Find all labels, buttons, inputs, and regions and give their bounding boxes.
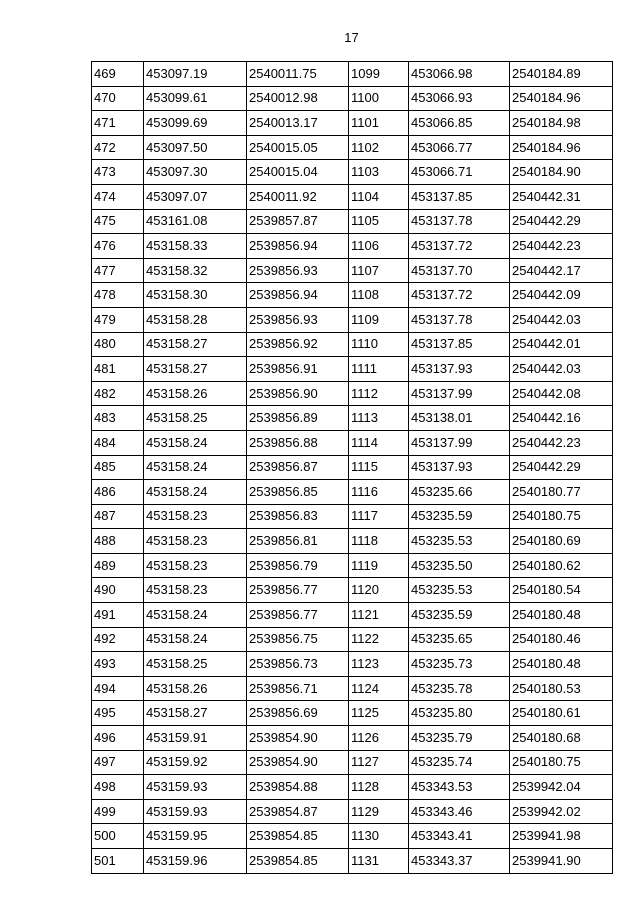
x-coordinate-cell: 453137.93 xyxy=(409,455,510,480)
x-coordinate-cell: 453158.27 xyxy=(144,357,247,382)
y-coordinate-cell: 2540184.98 xyxy=(510,111,613,136)
point-number-cell: 477 xyxy=(92,258,144,283)
point-number-cell: 1129 xyxy=(349,799,409,824)
y-coordinate-cell: 2540180.48 xyxy=(510,652,613,677)
point-number-cell: 491 xyxy=(92,603,144,628)
point-number-cell: 1101 xyxy=(349,111,409,136)
x-coordinate-cell: 453158.23 xyxy=(144,504,247,529)
y-coordinate-cell: 2539854.88 xyxy=(247,775,349,800)
y-coordinate-cell: 2540442.23 xyxy=(510,234,613,259)
x-coordinate-cell: 453099.61 xyxy=(144,86,247,111)
x-coordinate-cell: 453343.53 xyxy=(409,775,510,800)
y-coordinate-cell: 2540442.16 xyxy=(510,406,613,431)
y-coordinate-cell: 2540442.01 xyxy=(510,332,613,357)
y-coordinate-cell: 2540184.90 xyxy=(510,160,613,185)
table-row xyxy=(92,849,613,874)
y-coordinate-cell: 2540180.46 xyxy=(510,627,613,652)
x-coordinate-cell: 453159.92 xyxy=(144,750,247,775)
x-coordinate-cell: 453158.23 xyxy=(144,529,247,554)
table-row xyxy=(92,824,613,849)
x-coordinate-cell: 453097.07 xyxy=(144,184,247,209)
point-number-cell: 1120 xyxy=(349,578,409,603)
x-coordinate-cell: 453137.85 xyxy=(409,332,510,357)
y-coordinate-cell: 2539856.94 xyxy=(247,283,349,308)
table-row xyxy=(92,86,613,111)
y-coordinate-cell: 2540011.75 xyxy=(247,62,349,87)
y-coordinate-cell: 2540180.61 xyxy=(510,701,613,726)
point-number-cell: 1121 xyxy=(349,603,409,628)
table-row xyxy=(92,307,613,332)
y-coordinate-cell: 2539856.77 xyxy=(247,603,349,628)
table-row xyxy=(92,504,613,529)
table-row xyxy=(92,135,613,160)
y-coordinate-cell: 2539856.93 xyxy=(247,307,349,332)
point-number-cell: 1122 xyxy=(349,627,409,652)
x-coordinate-cell: 453235.65 xyxy=(409,627,510,652)
x-coordinate-cell: 453066.93 xyxy=(409,86,510,111)
y-coordinate-cell: 2539941.90 xyxy=(510,849,613,874)
x-coordinate-cell: 453158.27 xyxy=(144,701,247,726)
table-row xyxy=(92,799,613,824)
x-coordinate-cell: 453235.53 xyxy=(409,529,510,554)
x-coordinate-cell: 453137.72 xyxy=(409,234,510,259)
y-coordinate-cell: 2539854.90 xyxy=(247,726,349,751)
y-coordinate-cell: 2540442.08 xyxy=(510,381,613,406)
y-coordinate-cell: 2539856.73 xyxy=(247,652,349,677)
point-number-cell: 485 xyxy=(92,455,144,480)
point-number-cell: 1123 xyxy=(349,652,409,677)
y-coordinate-cell: 2539856.91 xyxy=(247,357,349,382)
table-row xyxy=(92,357,613,382)
x-coordinate-cell: 453066.85 xyxy=(409,111,510,136)
point-number-cell: 484 xyxy=(92,430,144,455)
point-number-cell: 472 xyxy=(92,135,144,160)
y-coordinate-cell: 2540442.31 xyxy=(510,184,613,209)
x-coordinate-cell: 453137.99 xyxy=(409,430,510,455)
table-row xyxy=(92,775,613,800)
table-body xyxy=(92,62,613,874)
y-coordinate-cell: 2539856.88 xyxy=(247,430,349,455)
point-number-cell: 500 xyxy=(92,824,144,849)
table-row xyxy=(92,455,613,480)
point-number-cell: 1112 xyxy=(349,381,409,406)
point-number-cell: 486 xyxy=(92,480,144,505)
y-coordinate-cell: 2539942.04 xyxy=(510,775,613,800)
x-coordinate-cell: 453137.78 xyxy=(409,209,510,234)
point-number-cell: 498 xyxy=(92,775,144,800)
y-coordinate-cell: 2539941.98 xyxy=(510,824,613,849)
point-number-cell: 480 xyxy=(92,332,144,357)
y-coordinate-cell: 2539856.83 xyxy=(247,504,349,529)
table-row xyxy=(92,160,613,185)
point-number-cell: 493 xyxy=(92,652,144,677)
point-number-cell: 1108 xyxy=(349,283,409,308)
x-coordinate-cell: 453235.66 xyxy=(409,480,510,505)
table-row xyxy=(92,652,613,677)
point-number-cell: 1114 xyxy=(349,430,409,455)
point-number-cell: 1111 xyxy=(349,357,409,382)
point-number-cell: 1105 xyxy=(349,209,409,234)
point-number-cell: 1106 xyxy=(349,234,409,259)
table-row xyxy=(92,750,613,775)
point-number-cell: 1103 xyxy=(349,160,409,185)
x-coordinate-cell: 453235.50 xyxy=(409,553,510,578)
point-number-cell: 501 xyxy=(92,849,144,874)
x-coordinate-cell: 453158.24 xyxy=(144,430,247,455)
table-row xyxy=(92,209,613,234)
y-coordinate-cell: 2539854.85 xyxy=(247,849,349,874)
x-coordinate-cell: 453235.74 xyxy=(409,750,510,775)
x-coordinate-cell: 453159.96 xyxy=(144,849,247,874)
table-row xyxy=(92,726,613,751)
y-coordinate-cell: 2540180.69 xyxy=(510,529,613,554)
y-coordinate-cell: 2540442.29 xyxy=(510,209,613,234)
point-number-cell: 1104 xyxy=(349,184,409,209)
y-coordinate-cell: 2539856.71 xyxy=(247,676,349,701)
x-coordinate-cell: 453158.27 xyxy=(144,332,247,357)
y-coordinate-cell: 2540180.62 xyxy=(510,553,613,578)
x-coordinate-cell: 453161.08 xyxy=(144,209,247,234)
x-coordinate-cell: 453137.72 xyxy=(409,283,510,308)
point-number-cell: 473 xyxy=(92,160,144,185)
x-coordinate-cell: 453158.24 xyxy=(144,455,247,480)
x-coordinate-cell: 453235.59 xyxy=(409,504,510,529)
x-coordinate-cell: 453158.23 xyxy=(144,578,247,603)
point-number-cell: 469 xyxy=(92,62,144,87)
x-coordinate-cell: 453137.85 xyxy=(409,184,510,209)
page-number: 17 xyxy=(344,30,359,45)
y-coordinate-cell: 2539856.69 xyxy=(247,701,349,726)
y-coordinate-cell: 2540180.68 xyxy=(510,726,613,751)
point-number-cell: 497 xyxy=(92,750,144,775)
table-row xyxy=(92,480,613,505)
point-number-cell: 476 xyxy=(92,234,144,259)
x-coordinate-cell: 453343.41 xyxy=(409,824,510,849)
y-coordinate-cell: 2539854.90 xyxy=(247,750,349,775)
point-number-cell: 1125 xyxy=(349,701,409,726)
point-number-cell: 1131 xyxy=(349,849,409,874)
x-coordinate-cell: 453158.33 xyxy=(144,234,247,259)
point-number-cell: 1127 xyxy=(349,750,409,775)
x-coordinate-cell: 453158.23 xyxy=(144,553,247,578)
point-number-cell: 488 xyxy=(92,529,144,554)
point-number-cell: 496 xyxy=(92,726,144,751)
x-coordinate-cell: 453158.24 xyxy=(144,480,247,505)
x-coordinate-cell: 453235.53 xyxy=(409,578,510,603)
point-number-cell: 478 xyxy=(92,283,144,308)
table-row xyxy=(92,553,613,578)
point-number-cell: 1118 xyxy=(349,529,409,554)
y-coordinate-cell: 2540442.23 xyxy=(510,430,613,455)
point-number-cell: 490 xyxy=(92,578,144,603)
y-coordinate-cell: 2540184.89 xyxy=(510,62,613,87)
x-coordinate-cell: 453066.77 xyxy=(409,135,510,160)
table-row xyxy=(92,62,613,87)
point-number-cell: 1124 xyxy=(349,676,409,701)
table-row xyxy=(92,283,613,308)
x-coordinate-cell: 453235.78 xyxy=(409,676,510,701)
point-number-cell: 1126 xyxy=(349,726,409,751)
x-coordinate-cell: 453158.30 xyxy=(144,283,247,308)
x-coordinate-cell: 453158.32 xyxy=(144,258,247,283)
y-coordinate-cell: 2540013.17 xyxy=(247,111,349,136)
y-coordinate-cell: 2539856.77 xyxy=(247,578,349,603)
y-coordinate-cell: 2540012.98 xyxy=(247,86,349,111)
y-coordinate-cell: 2540180.77 xyxy=(510,480,613,505)
point-number-cell: 1115 xyxy=(349,455,409,480)
table-row xyxy=(92,111,613,136)
table-row xyxy=(92,627,613,652)
table-row xyxy=(92,258,613,283)
point-number-cell: 471 xyxy=(92,111,144,136)
point-number-cell: 470 xyxy=(92,86,144,111)
x-coordinate-cell: 453137.99 xyxy=(409,381,510,406)
x-coordinate-cell: 453159.95 xyxy=(144,824,247,849)
y-coordinate-cell: 2540180.53 xyxy=(510,676,613,701)
point-number-cell: 492 xyxy=(92,627,144,652)
point-number-cell: 481 xyxy=(92,357,144,382)
x-coordinate-cell: 453235.59 xyxy=(409,603,510,628)
y-coordinate-cell: 2539856.87 xyxy=(247,455,349,480)
point-number-cell: 1119 xyxy=(349,553,409,578)
y-coordinate-cell: 2540180.75 xyxy=(510,750,613,775)
y-coordinate-cell: 2540180.75 xyxy=(510,504,613,529)
x-coordinate-cell: 453343.37 xyxy=(409,849,510,874)
table-row xyxy=(92,701,613,726)
y-coordinate-cell: 2540180.48 xyxy=(510,603,613,628)
y-coordinate-cell: 2540442.03 xyxy=(510,357,613,382)
x-coordinate-cell: 453235.79 xyxy=(409,726,510,751)
point-number-cell: 499 xyxy=(92,799,144,824)
table-row xyxy=(92,406,613,431)
y-coordinate-cell: 2539856.75 xyxy=(247,627,349,652)
coordinate-table xyxy=(91,61,613,874)
table-row xyxy=(92,603,613,628)
point-number-cell: 1128 xyxy=(349,775,409,800)
point-number-cell: 487 xyxy=(92,504,144,529)
x-coordinate-cell: 453343.46 xyxy=(409,799,510,824)
y-coordinate-cell: 2540184.96 xyxy=(510,135,613,160)
point-number-cell: 482 xyxy=(92,381,144,406)
point-number-cell: 483 xyxy=(92,406,144,431)
x-coordinate-cell: 453159.93 xyxy=(144,775,247,800)
y-coordinate-cell: 2539856.90 xyxy=(247,381,349,406)
point-number-cell: 1116 xyxy=(349,480,409,505)
point-number-cell: 489 xyxy=(92,553,144,578)
table-row xyxy=(92,578,613,603)
x-coordinate-cell: 453158.24 xyxy=(144,603,247,628)
y-coordinate-cell: 2539856.93 xyxy=(247,258,349,283)
x-coordinate-cell: 453137.70 xyxy=(409,258,510,283)
point-number-cell: 479 xyxy=(92,307,144,332)
y-coordinate-cell: 2540180.54 xyxy=(510,578,613,603)
x-coordinate-cell: 453097.30 xyxy=(144,160,247,185)
point-number-cell: 1107 xyxy=(349,258,409,283)
y-coordinate-cell: 2540442.03 xyxy=(510,307,613,332)
x-coordinate-cell: 453158.24 xyxy=(144,627,247,652)
y-coordinate-cell: 2539854.85 xyxy=(247,824,349,849)
point-number-cell: 1117 xyxy=(349,504,409,529)
y-coordinate-cell: 2539856.85 xyxy=(247,480,349,505)
y-coordinate-cell: 2539856.81 xyxy=(247,529,349,554)
y-coordinate-cell: 2540015.04 xyxy=(247,160,349,185)
table-row xyxy=(92,676,613,701)
point-number-cell: 1113 xyxy=(349,406,409,431)
point-number-cell: 1130 xyxy=(349,824,409,849)
y-coordinate-cell: 2539856.79 xyxy=(247,553,349,578)
x-coordinate-cell: 453158.25 xyxy=(144,652,247,677)
x-coordinate-cell: 453097.19 xyxy=(144,62,247,87)
point-number-cell: 1100 xyxy=(349,86,409,111)
y-coordinate-cell: 2539857.87 xyxy=(247,209,349,234)
table-row xyxy=(92,529,613,554)
y-coordinate-cell: 2539854.87 xyxy=(247,799,349,824)
point-number-cell: 1099 xyxy=(349,62,409,87)
y-coordinate-cell: 2539856.94 xyxy=(247,234,349,259)
point-number-cell: 1110 xyxy=(349,332,409,357)
y-coordinate-cell: 2540184.96 xyxy=(510,86,613,111)
x-coordinate-cell: 453158.28 xyxy=(144,307,247,332)
y-coordinate-cell: 2539856.89 xyxy=(247,406,349,431)
y-coordinate-cell: 2539942.02 xyxy=(510,799,613,824)
point-number-cell: 494 xyxy=(92,676,144,701)
point-number-cell: 475 xyxy=(92,209,144,234)
table-row xyxy=(92,234,613,259)
x-coordinate-cell: 453066.98 xyxy=(409,62,510,87)
point-number-cell: 474 xyxy=(92,184,144,209)
y-coordinate-cell: 2540442.29 xyxy=(510,455,613,480)
x-coordinate-cell: 453158.26 xyxy=(144,381,247,406)
x-coordinate-cell: 453066.71 xyxy=(409,160,510,185)
x-coordinate-cell: 453235.80 xyxy=(409,701,510,726)
table-row xyxy=(92,184,613,209)
x-coordinate-cell: 453099.69 xyxy=(144,111,247,136)
x-coordinate-cell: 453159.93 xyxy=(144,799,247,824)
x-coordinate-cell: 453137.78 xyxy=(409,307,510,332)
y-coordinate-cell: 2540442.17 xyxy=(510,258,613,283)
x-coordinate-cell: 453235.73 xyxy=(409,652,510,677)
point-number-cell: 1102 xyxy=(349,135,409,160)
x-coordinate-cell: 453158.26 xyxy=(144,676,247,701)
x-coordinate-cell: 453097.50 xyxy=(144,135,247,160)
y-coordinate-cell: 2540011.92 xyxy=(247,184,349,209)
table-row xyxy=(92,332,613,357)
x-coordinate-cell: 453159.91 xyxy=(144,726,247,751)
x-coordinate-cell: 453137.93 xyxy=(409,357,510,382)
point-number-cell: 1109 xyxy=(349,307,409,332)
point-number-cell: 495 xyxy=(92,701,144,726)
table-row xyxy=(92,430,613,455)
x-coordinate-cell: 453158.25 xyxy=(144,406,247,431)
table-row xyxy=(92,381,613,406)
y-coordinate-cell: 2539856.92 xyxy=(247,332,349,357)
y-coordinate-cell: 2540442.09 xyxy=(510,283,613,308)
y-coordinate-cell: 2540015.05 xyxy=(247,135,349,160)
x-coordinate-cell: 453138.01 xyxy=(409,406,510,431)
